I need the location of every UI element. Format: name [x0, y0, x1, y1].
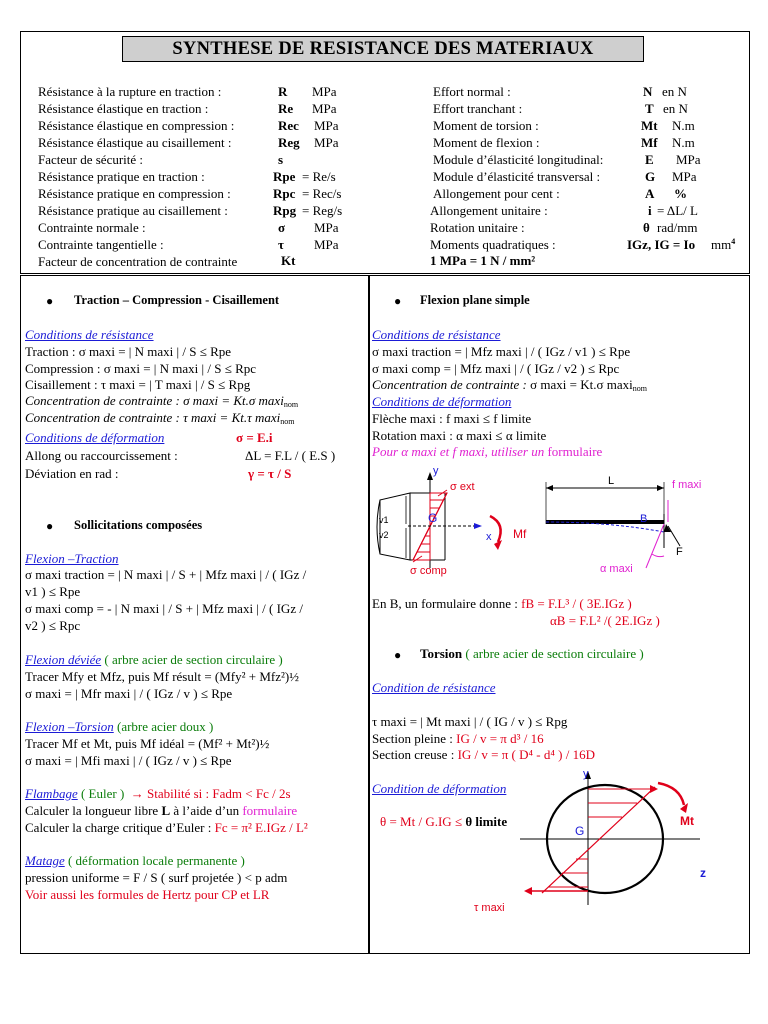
header-right-unit: en N	[663, 101, 688, 116]
formula-flexion-torsion-2: σ maxi = | Mfi maxi | / ( IGz / v ) ≤ Rpe	[25, 753, 232, 768]
formula-flexion-deviee-1: Tracer Mfy et Mfz, puis Mf résult = (Mfy² + Mfz²)½	[25, 669, 299, 684]
diag3-Mt-label: Mt	[680, 814, 694, 828]
header-right-unit: %	[674, 186, 687, 201]
formula-sigma-ei: σ = E.i	[236, 430, 273, 445]
formula-traction: Traction : σ maxi = | N maxi | / S ≤ Rpe	[25, 344, 232, 359]
formula-theta: θ = Mt / G.IG ≤	[380, 814, 463, 829]
note-formulaire	[372, 444, 602, 460]
formula-flexion-comp: σ maxi comp = | Mfz maxi | / ( IGz / v2 ) ≤ Rpc	[372, 361, 620, 376]
force-line	[668, 526, 680, 546]
flambage-text-b: à l’aide d’un	[173, 803, 240, 818]
diag1-sigma-comp: σ comp	[410, 565, 447, 577]
formula-concentration-sigma	[25, 393, 298, 409]
formula-concentration-tau	[25, 410, 295, 426]
bullet-icon: ●	[46, 294, 54, 308]
dim-arrow-icon	[657, 485, 664, 491]
header-right-unit: N.m	[672, 135, 695, 150]
bullet-icon: ●	[394, 648, 402, 662]
header-right-symbol: N	[643, 84, 653, 99]
flexion-deviee-label: Flexion déviée	[25, 652, 102, 667]
header-left-symbol: Rpg	[273, 203, 297, 218]
section-pleine-label: Section pleine :	[372, 731, 453, 746]
diag3-y-label: y	[583, 768, 589, 780]
header-left-label: Facteur de concentration de contrainte	[38, 254, 238, 269]
header-right-symbol: i	[648, 203, 652, 218]
header-right-label: Module d’élasticité longitudinal:	[433, 152, 604, 167]
nom-subscript: nom	[280, 417, 295, 426]
diag1-sigma-ext: σ ext	[450, 481, 475, 493]
diag3-G-label: G	[575, 824, 585, 838]
section-pleine-line	[372, 731, 544, 747]
flambage-euler-text: Calculer la charge critique d’Euler :	[25, 820, 212, 835]
heading-condition-resistance-torsion: Condition de résistance	[372, 680, 496, 695]
diag3-z-label: z	[700, 866, 706, 880]
concentration-text: Concentration de contrainte : σ maxi = Kt.σ maxi	[25, 393, 284, 408]
heading-conditions-deformation: Conditions de déformation	[25, 430, 165, 445]
header-right-symbol: G	[645, 169, 656, 184]
flambage-label: Flambage	[25, 786, 78, 801]
header-left-symbol: Rpe	[273, 169, 296, 184]
diag1-v1-label: v1	[379, 515, 389, 525]
header-left-unit: MPa	[314, 118, 339, 133]
concentration-label: Concentration de contrainte :	[372, 377, 527, 392]
flambage-formulaire: formulaire	[242, 803, 298, 818]
heading-matage	[25, 853, 245, 869]
header-left-unit: = Reg/s	[302, 203, 343, 218]
note-hertz: Voir aussi les formules de Hertz pour CP et LR	[25, 887, 270, 902]
concentration-text: Concentration de contrainte : τ maxi = Kt.τ maxi	[25, 410, 281, 425]
header-right-symbol: Mt	[641, 118, 658, 133]
header-left-unit: = Rec/s	[302, 186, 342, 201]
section-pleine-formula: IG / v = π d³ / 16	[456, 731, 544, 746]
header-left-unit: MPa	[312, 84, 337, 99]
heading-flexion-traction: Flexion –Traction	[25, 551, 119, 566]
flambage-euler-formula: Fc = π² E.IGz / L²	[214, 820, 308, 835]
header-left-symbol: τ	[278, 237, 284, 252]
formula-flexion-traction-1: σ maxi traction = | N maxi | / S + | Mfz maxi | / ( IGz /	[25, 567, 307, 582]
moment-arrow	[490, 516, 501, 542]
header-right-label: Moment de flexion :	[433, 135, 540, 150]
en-b-line	[372, 596, 632, 612]
note-formulaire-link: formulaire	[547, 444, 603, 459]
heading-conditions-resistance: Conditions de résistance	[25, 327, 154, 342]
flambage-stabilite: Stabilité si : Fadm < Fc / 2s	[147, 786, 291, 801]
diag3-tau-label: τ maxi	[474, 902, 505, 914]
force-arrow-icon	[664, 524, 671, 532]
header-right-symbol: E	[645, 152, 654, 167]
header-left-symbol: R	[278, 84, 288, 99]
header-left-symbol: Re	[278, 101, 294, 116]
theta-limite: θ limite	[465, 814, 508, 829]
note-formulaire-text: Pour α maxi et f maxi, utiliser un	[372, 444, 545, 459]
flambage-line-1	[25, 803, 297, 819]
diag1-G-label: G	[428, 511, 438, 525]
en-b-text: En B, un formulaire donne :	[372, 596, 518, 611]
header-right-label: Allongement unitaire :	[430, 203, 548, 218]
header-right-unit: en N	[662, 84, 687, 99]
header-right-symbol: T	[645, 101, 654, 116]
formula-flexion-deviee-2: σ maxi = | Mfr maxi | / ( IGz / v ) ≤ Rpe	[25, 686, 233, 701]
mpa-conversion: 1 MPa = 1 N / mm²	[430, 253, 536, 268]
dim-arrow-icon	[546, 485, 553, 491]
section-creuse-formula: IG / v = π ( D⁴ - d⁴ ) / 16D	[457, 747, 595, 762]
header-right-label: Rotation unitaire :	[430, 220, 525, 235]
flambage-line-2	[25, 820, 308, 836]
header-right-unit: = ΔL/ L	[657, 203, 698, 218]
header-left-symbol: σ	[278, 220, 286, 235]
diag2-L-label: L	[608, 475, 615, 487]
formula-theta-line	[380, 814, 507, 830]
formula-flexion-traction-3: σ maxi comp = - | N maxi | / S + | Mfz maxi | / ( IGz /	[25, 601, 303, 616]
heading-condition-deformation-torsion: Condition de déformation	[372, 781, 507, 796]
heading-conditions-resistance-flexion: Conditions de résistance	[372, 327, 501, 342]
diag2-F-label: F	[676, 546, 683, 558]
header-right-symbol: IGz, IG = Io	[627, 237, 696, 252]
formula-fleche: Flèche maxi : f maxi ≤ f limite	[372, 411, 532, 426]
header-left-label: Contrainte normale :	[38, 220, 146, 235]
header-right-label: Allongement pour cent :	[433, 186, 560, 201]
formula-fB: fB = F.L³ / ( 3E.IGz )	[521, 596, 632, 611]
nom-subscript: nom	[283, 400, 299, 409]
section-title-traction: Traction – Compression - Cisaillement	[74, 293, 280, 307]
header-right-symbol: θ	[643, 220, 650, 235]
nom-subscript: nom	[632, 384, 647, 393]
amaxi-arc	[652, 554, 664, 557]
formula-rotation: Rotation maxi : α maxi ≤ α limite	[372, 428, 547, 443]
header-left-label: Résistance pratique en traction :	[38, 169, 205, 184]
header-right-symbol: Mf	[641, 135, 658, 150]
header-left-symbol: s	[278, 152, 284, 167]
moments-unit: mm	[711, 237, 732, 252]
header-right-unit: MPa	[672, 169, 697, 184]
bending-stress-diagram	[370, 460, 530, 580]
formula-allongement: ΔL = F.L / ( E.S )	[245, 448, 336, 463]
header-left-symbol: Reg	[278, 135, 300, 150]
flambage-L: L	[161, 803, 171, 818]
header-left-symbol: Rec	[278, 118, 299, 133]
heading-conditions-deformation-flexion: Conditions de déformation	[372, 394, 512, 409]
header-left-label: Résistance pratique au cisaillement :	[38, 203, 228, 218]
diag2-B-label: B	[640, 513, 648, 525]
flambage-text: Calculer la longueur libre	[25, 803, 159, 818]
header-right-label: Module d’élasticité transversal :	[433, 169, 601, 184]
flambage-note: ( Euler )	[80, 786, 125, 801]
header-left-symbol: Rpc	[273, 186, 296, 201]
diag2-fmaxi-label: f maxi	[672, 479, 702, 491]
header-right-unit	[711, 237, 735, 253]
formula-flexion-torsion-1: Tracer Mf et Mt, puis Mf idéal = (Mf² + Mt²)½	[25, 736, 270, 751]
header-right-label: Moment de torsion :	[433, 118, 539, 133]
header-left-label: Contrainte tangentielle :	[38, 237, 164, 252]
formula-flexion-concentration	[372, 377, 647, 393]
diag1-y-label: y	[433, 465, 439, 477]
heading-flexion-deviee	[25, 652, 283, 668]
formula-cisaillement: Cisaillement : τ maxi = | T maxi | / S ≤ Rpg	[25, 377, 251, 392]
bullet-icon: ●	[394, 294, 402, 308]
label-deviation: Déviation en rad :	[25, 466, 119, 481]
formula-compression: Compression : σ maxi = | N maxi | / S ≤ Rpc	[25, 361, 257, 376]
diag1-v2-label: v2	[379, 530, 389, 540]
diag1-Mf-label: Mf	[513, 527, 527, 541]
page-title: SYNTHESE DE RESISTANCE DES MATERIAUX	[122, 36, 644, 62]
formula-flexion-traction: σ maxi traction = | Mfz maxi | / ( IGz / v1 ) ≤ Rpe	[372, 344, 631, 359]
matage-note: ( déformation locale permanente )	[67, 853, 245, 868]
header-left-unit: MPa	[314, 135, 339, 150]
header-right-unit: MPa	[676, 152, 701, 167]
header-left-unit: MPa	[314, 237, 339, 252]
heading-flexion-torsion	[25, 719, 213, 735]
section-creuse-line	[372, 747, 595, 763]
header-left-label: Résistance élastique en traction :	[38, 101, 209, 116]
header-right-unit: N.m	[672, 118, 695, 133]
heading-flambage	[25, 786, 291, 802]
header-right-unit: rad/mm	[657, 220, 698, 235]
formula-flexion-traction-2: v1 ) ≤ Rpe	[25, 584, 81, 599]
formula-matage: pression uniforme = F / S ( surf projetée ) < p adm	[25, 870, 288, 885]
header-left-label: Résistance élastique en compression :	[38, 118, 235, 133]
header-right-label: Effort tranchant :	[433, 101, 523, 116]
header-left-label: Résistance pratique en compression :	[38, 186, 231, 201]
header-left-symbol: Kt	[281, 253, 296, 268]
moments-exponent: 4	[731, 237, 736, 246]
section-creuse-label: Section creuse :	[372, 747, 455, 762]
header-right-symbol: A	[645, 186, 655, 201]
flexion-torsion-label: Flexion –Torsion	[25, 719, 114, 734]
header-left-unit: = Re/s	[302, 169, 336, 184]
label-allongement: Allong ou raccourcissement :	[25, 448, 178, 463]
section-title-torsion	[420, 646, 644, 662]
torsion-moment-arrow	[658, 783, 684, 805]
header-left-label: Résistance élastique au cisaillement :	[38, 135, 232, 150]
torsion-label: Torsion	[420, 646, 463, 661]
flexion-torsion-note: (arbre acier doux )	[116, 719, 214, 734]
diag2-amaxi-label: α maxi	[600, 563, 633, 575]
torsion-note: ( arbre acier de section circulaire )	[465, 646, 644, 661]
formula-gamma: γ = τ / S	[248, 466, 292, 481]
bullet-icon: ●	[46, 519, 54, 533]
x-axis-arrow-icon	[474, 523, 482, 529]
arrow-right-icon: →	[130, 786, 144, 801]
cantilever-diagram	[540, 470, 745, 580]
shear-arrow-icon	[524, 887, 532, 895]
header-left-unit: MPa	[314, 220, 339, 235]
header-right-label: Moments quadratiques :	[430, 237, 556, 252]
diag1-x-label: x	[486, 531, 492, 543]
concentration-formula: σ maxi = Kt.σ maxi	[530, 377, 633, 392]
shear-arrow-icon	[650, 785, 658, 793]
header-left-label: Résistance à la rupture en traction :	[38, 84, 222, 99]
formula-flexion-traction-4: v2 ) ≤ Rpc	[25, 618, 81, 633]
section-title-flexion: Flexion plane simple	[420, 293, 530, 307]
flexion-deviee-note: ( arbre acier de section circulaire )	[104, 652, 283, 667]
header-left-unit: MPa	[312, 101, 337, 116]
beam-section-outline	[380, 493, 410, 560]
amaxi-line	[646, 524, 664, 568]
formula-torsion-resistance: τ maxi = | Mt maxi | / ( IG / v ) ≤ Rpg	[372, 714, 568, 729]
matage-label: Matage	[25, 853, 65, 868]
section-title-sollicitations: Sollicitations composées	[74, 518, 203, 532]
formula-alphaB: αB = F.L² /( 2E.IGz )	[550, 613, 660, 628]
header-left-label: Facteur de sécurité :	[38, 152, 144, 167]
header-right-label: Effort normal :	[433, 84, 511, 99]
